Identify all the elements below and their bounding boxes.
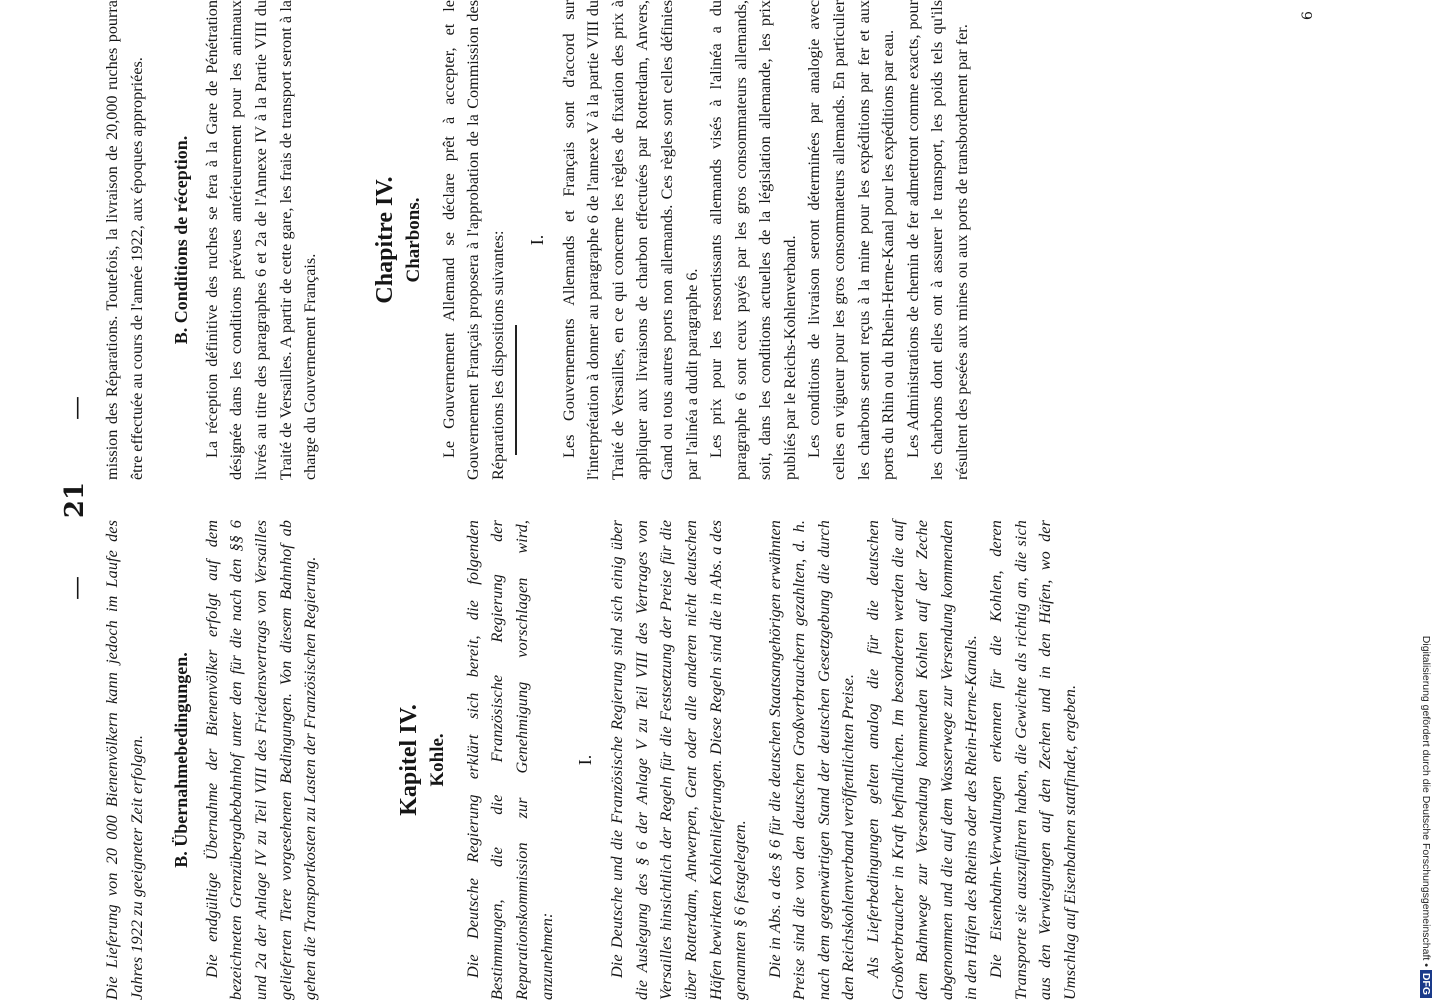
german-section-b-title: B. Übernahmebedingungen.	[171, 652, 192, 868]
german-intro: Die Lieferung von 20 000 Bienenvölkern kann jedoch im Laufe des Jahres 1922 zu geeigneter Zeit erfolgen.	[103, 520, 146, 1000]
spacer	[323, 520, 393, 1000]
french-paragraph-3: Les conditions de livraison seront déterminées par analogie avec celles en vigueur pour les gros consommateurs allemands. En particulier les charbons seront reçus à la mine pour les expéditions par fer et aux ports du Rhin ou du Rhein-Herne-Kanal pour les expéditions par eau.	[805, 0, 898, 480]
french-paragraph-4: Les Administrations de chemin de fer admettront comme exacts, pour les charbons dont elles ont à assurer le transport, les poids tels qu'ils résultent des pesées aux mines ou aux ports de transbordement par fer.	[903, 0, 972, 480]
french-intro: mission des Réparations. Toutefois, la livraison de 20,000 ruches pourra être effectuée au cours de l'année 1922, aux époques appropriées.	[103, 0, 146, 480]
french-chapter-intro: Le Gouvernement Allemand se déclare prêt à accepter, et le Gouvernement Français proposera à l'approbation de la Commission des Réparations les dispositions suivantes:	[439, 0, 507, 480]
french-chapter-title: Chapitre IV.	[371, 176, 398, 304]
header-dash-right: —	[62, 396, 90, 420]
french-paragraph-2: Les prix pour les ressortissants allemands visés à l'alinéa a du paragraphe 6 sont ceux payés par les gros consommateurs allemands, soit, dans les conditions actuelles de la législation allemande, les prix publiés par le Reichs-Kohlenverband.	[707, 0, 799, 480]
page-number: 21	[60, 481, 90, 519]
german-chapter-title: Kapitel IV.	[395, 704, 422, 816]
german-chapter-subtitle: Kohle.	[426, 733, 448, 787]
german-chapter-intro: Die Deutsche Regierung erklärt sich bereit, die folgenden Bestimmungen, die die Französische Regierung der Reparationskommission zur Genehmigung vorschlagen wird, anzunehmen:	[463, 520, 556, 1000]
french-column	[100, 0, 975, 480]
german-paragraph-1: Die Deutsche und die Französische Regierung sind sich einig über die Auslegung des § 6 der Anlage V zu Teil VIII des Vertrages von Versailles hinsichtlich der Regeln für die Festsetzung der Preise für die über Rotterdam, Antwerpen, Gent oder alle anderen nicht deutschen Häfen bewirkten Kohlenlieferungen. Diese Regeln sind die in Abs. a des genannten § 6 festgelegten.	[608, 520, 750, 1000]
french-section-b-title: B. Conditions de réception.	[171, 135, 192, 345]
dfg-logo: DFG	[1420, 970, 1432, 998]
french-paragraph-1: Les Gouvernements Allemands et Français sont d'accord sur l'interprétation à donner au paragraphe 6 de l'annexe V à la partie VIII du Traité de Versailles, en ce qui concerne les règles de fixation des prix à appliquer aux livraisons de charbon effectuées par Rotterdam, Anvers, Gand ou tous autres ports non allemands. Ces règles sont celles définies par l'alinéa a dudit paragraphe 6.	[559, 0, 701, 480]
header-dash-left: —	[62, 576, 90, 600]
german-section-b-text: Die endgültige Übernahme der Bienenvölker erfolgt auf dem bezeichneten Grenzübergabebahnhof unter den für die nach den §§ 6 und 2a der Anlage IV zu Teil VIII des Friedensvertrags von Versailles gelieferten Tiere vorgesehenen Bedingungen. Von diesem Bahnhof ab gehen die Transportkosten zu Lasten der Französischen Regierung.	[202, 520, 320, 1000]
digitization-credit	[1418, 8, 1434, 998]
bottom-page-number: 6	[1300, 11, 1316, 20]
rotated-book-page	[60, 0, 1360, 1000]
credit-text: Digitalisierung gefördert durch die Deutsche Forschungsgemeinschaft •	[1420, 635, 1432, 967]
german-paragraph-3: Als Lieferbedingungen gelten analog die für die deutschen Großverbraucher in Kraft befindlichen. Im besonderen werden die auf dem Bahnwege zur Versendung kommenden Kohlen auf der Zeche abgenommen und die auf dem Wasserwege zur Versendung kommenden in den Häfen des Rheins oder des Rhein-Herne-Kanals.	[864, 520, 981, 1000]
french-chapter-subtitle: Charbons.	[402, 197, 424, 283]
german-paragraph-4: Die Eisenbahn-Verwaltungen erkennen für die Kohlen, deren Transporte sie auszuführen haben, die Gewichte als richtig an, die sich aus den Verwiegungen auf den Zechen und in den Häfen, wo der Umschlag auf Eisenbahnen stattfindet, ergeben.	[987, 520, 1079, 1000]
german-column	[100, 520, 1082, 1000]
german-paragraph-2: Die in Abs. a des § 6 für die deutschen Staatsangehörigen erwähnten Preise sind die von den deutschen Großverbrauchern gezahlten, d. h. nach dem gegenwärtigen Stand der deutschen Gesetzgebung die durch den Reichskohlenverband veröffentlichten Preise.	[765, 520, 858, 1000]
spacer	[323, 0, 369, 480]
french-section-b-text: La réception définitive des ruches se fera à la Gare de Pénétration désignée dans les conditions prévues antérieurement pour les animaux livrés au titre des paragraphes 6 et 2a de l'Annexe IV à la Partie VIII du Traité de Versailles. A partir de cette gare, les frais de transport seront à la charge du Gouvernement Français.	[202, 0, 320, 480]
french-roman-numeral: I.	[526, 234, 547, 246]
credit-line	[1420, 8, 1432, 998]
german-roman-numeral: I.	[575, 754, 596, 766]
